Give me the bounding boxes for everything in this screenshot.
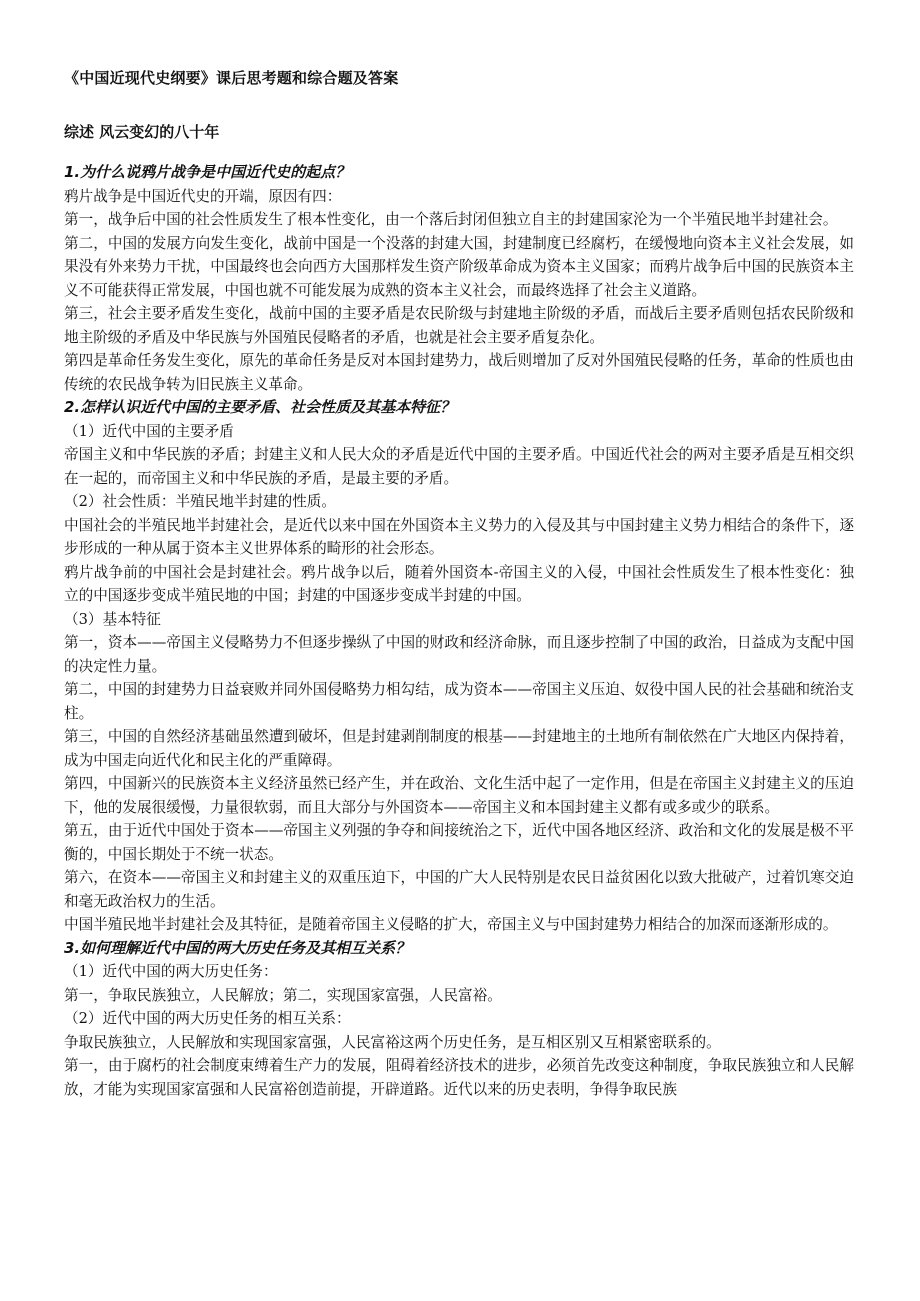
subheading: （1）近代中国的两大历史任务：	[64, 963, 278, 980]
paragraph: 第一，争取民族独立，人民解放；第二，实现国家富强，人民富裕。	[64, 986, 502, 1004]
paragraph: 第一，由于腐朽的社会制度束缚着生产力的发展，阻碍着经济技术的进步，必须首先改变这种制度，争取民族独立和人民解放，才能为实现国家富强和人民富裕创造前提，开辟道路。近代以来的历史表明，争得争取民族	[64, 1057, 854, 1098]
paragraph: 中国社会的半殖民地半封建社会，是近代以来中国在外国资本主义势力的入侵及其与中国封建主义势力相结合的条件下，逐步形成的一种从属于资本主义世界体系的畸形的社会形态。	[64, 516, 854, 557]
paragraph: 第四是革命任务发生变化，原先的革命任务是反对本国封建势力，战后则增加了反对外国殖民侵略的任务，革命的性质也由传统的农民战争转为旧民族主义革命。	[64, 352, 854, 393]
paragraph: 帝国主义和中华民族的矛盾；封建主义和人民大众的矛盾是近代中国的主要矛盾。中国近代社会的两对主要矛盾是互相交织在一起的，而帝国主义和中华民族的矛盾，是最主要的矛盾。	[64, 446, 854, 487]
subheading: （3）基本特征	[64, 610, 161, 628]
paragraph: 第一，战争后中国的社会性质发生了根本性变化，由一个落后封闭但独立自主的封建国家沦为一个半殖民地半封建社会。	[64, 211, 838, 228]
paragraph: 第五，由于近代中国处于资本——帝国主义列强的争夺和间接统治之下，近代中国各地区经济、政治和文化的发展是极不平衡的，中国长期处于不统一状态。	[64, 822, 854, 863]
paragraph: 鸦片战争前的中国社会是封建社会。鸦片战争以后，随着外国资本-帝国主义的入侵，中国社会性质发生了根本性变化：独立的中国逐步变成半殖民地的中国；封建的中国逐步变成半封建的中国。	[64, 563, 854, 604]
paragraph: 第一，资本——帝国主义侵略势力不但逐步操纵了中国的财政和经济命脉，而且逐步控制了中国的政治，日益成为支配中国的决定性力量。	[64, 634, 854, 675]
paragraph: 第四，中国新兴的民族资本主义经济虽然已经产生，并在政治、文化生活中起了一定作用，但是在帝国主义封建主义的压迫下，他的发展很缓慢，力量很软弱，而且大部分与外国资本——帝国主义和本国封建主义都有或多或少的联系。	[64, 775, 854, 816]
question-heading: 3.如何理解近代中国的两大历史任务及其相互关系？	[64, 938, 411, 957]
document-page	[64, 60, 854, 1101]
paragraph: 第六，在资本——帝国主义和封建主义的双重压迫下，中国的广大人民特别是农民日益贫困化以致大批破产，过着饥寒交迫和毫无政治权力的生活。	[64, 869, 854, 910]
document-body	[64, 161, 854, 1101]
paragraph: 第三，社会主要矛盾发生变化，战前中国的主要矛盾是农民阶级与封建地主阶级的矛盾，而战后主要矛盾则包括农民阶级和地主阶级的矛盾及中华民族与外国殖民侵略者的矛盾，也就是社会主要矛盾复杂化。	[64, 305, 854, 346]
subheading: （2）社会性质：半殖民地半封建的性质。	[64, 493, 336, 510]
question-heading: 2.怎样认识近代中国的主要矛盾、社会性质及其基本特征？	[64, 398, 456, 416]
subheading: （1）近代中国的主要矛盾	[64, 422, 234, 440]
section-title: 综述 风云变幻的八十年	[64, 123, 220, 141]
question-heading: 1.为什么说鸦片战争是中国近代史的起点？	[64, 163, 351, 181]
document-title: 《中国近现代史纲要》课后思考题和综合题及答案	[64, 69, 399, 87]
paragraph: 第三，中国的自然经济基础虽然遭到破坏，但是封建剥削制度的根基——封建地主的土地所有制依然在广大地区内保持着，成为中国走向近代化和民主化的严重障碍。	[64, 728, 854, 769]
paragraph: 争取民族独立，人民解放和实现国家富强，人民富裕这两个历史任务，是互相区别又互相紧密联系的。	[64, 1033, 721, 1051]
paragraph: 第二，中国的封建势力日益衰败并同外国侵略势力相勾结，成为资本——帝国主义压迫、奴役中国人民的社会基础和统治支柱。	[64, 681, 854, 722]
paragraph: 第二，中国的发展方向发生变化，战前中国是一个没落的封建大国，封建制度已经腐朽，在缓慢地向资本主义社会发展，如果没有外来势力干扰，中国最终也会向西方大国那样发生资产阶级革命成为资本主义国家；而鸦片战争后中国的民族资本主义不可能获得正常发展，中国也就不可能发展为成熟的资本主义社会，而最终选择了社会主义道路。	[64, 234, 854, 299]
paragraph: 中国半殖民地半封建社会及其特征，是随着帝国主义侵略的扩大，帝国主义与中国封建势力相结合的加深而逐渐形成的。	[64, 916, 838, 933]
paragraph: 鸦片战争是中国近代史的开端，原因有四：	[64, 187, 342, 205]
subheading: （2）近代中国的两大历史任务的相互关系：	[64, 1010, 351, 1027]
